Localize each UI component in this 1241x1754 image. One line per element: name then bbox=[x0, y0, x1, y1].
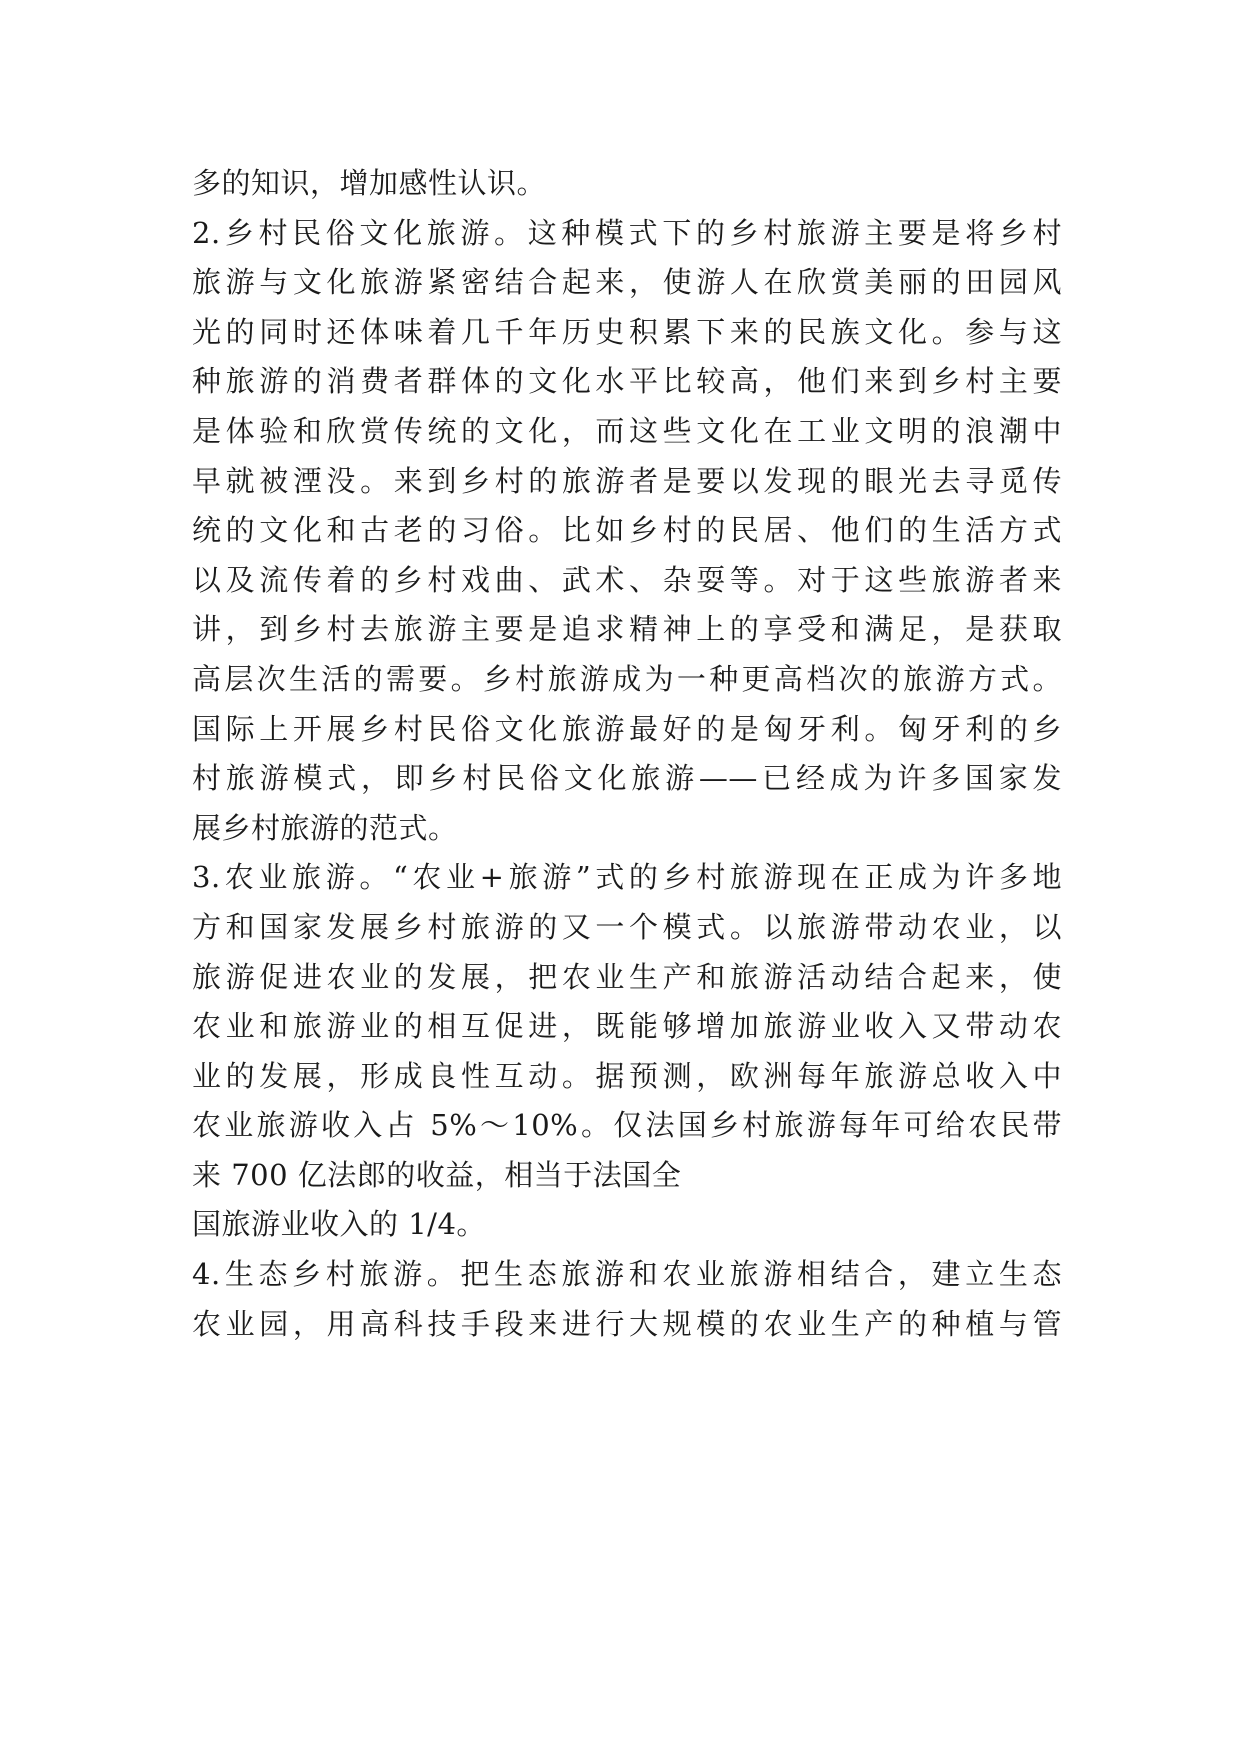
text-line: 是体验和欣赏传统的文化，而这些文化在工业文明的浪潮中 bbox=[192, 413, 1062, 448]
text-line: 光的同时还体味着几千年历史积累下来的民族文化。参与这 bbox=[192, 314, 1062, 349]
text-line: 来 700 亿法郎的收益，相当于法国全 bbox=[192, 1157, 682, 1192]
text-line: 高层次生活的需要。乡村旅游成为一种更高档次的旅游方式。 bbox=[192, 661, 1062, 696]
text-line: 讲，到乡村去旅游主要是追求精神上的享受和满足，是获取 bbox=[192, 612, 1062, 647]
text-line: 旅游促进农业的发展，把农业生产和旅游活动结合起来，使 bbox=[192, 959, 1062, 994]
text-line: 业的发展，形成良性互动。据预测，欧洲每年旅游总收入中 bbox=[192, 1058, 1062, 1093]
text-line: 多的知识，增加感性认识。 bbox=[192, 166, 547, 200]
text-line: 农业园，用高科技手段来进行大规模的农业生产的种植与管 bbox=[192, 1306, 1062, 1341]
body-text bbox=[192, 159, 1062, 1349]
text-line: 种旅游的消费者群体的文化水平比较高，他们来到乡村主要 bbox=[192, 364, 1062, 399]
text-line: 3.农业旅游。“农业+旅游”式的乡村旅游现在正成为许多地 bbox=[192, 860, 1062, 895]
text-line: 统的文化和古老的习俗。比如乡村的民居、他们的生活方式 bbox=[192, 513, 1062, 548]
text-line: 国际上开展乡村民俗文化旅游最好的是匈牙利。匈牙利的乡 bbox=[192, 711, 1062, 746]
text-line: 以及流传着的乡村戏曲、武术、杂耍等。对于这些旅游者来 bbox=[192, 562, 1062, 597]
text-line: 方和国家发展乡村旅游的又一个模式。以旅游带动农业，以 bbox=[192, 909, 1062, 944]
text-line: 旅游与文化旅游紧密结合起来，使游人在欣赏美丽的田园风 bbox=[192, 265, 1062, 300]
text-line: 展乡村旅游的范式。 bbox=[192, 810, 458, 845]
text-line: 4.生态乡村旅游。把生态旅游和农业旅游相结合，建立生态 bbox=[192, 1257, 1062, 1292]
text-line: 早就被湮没。来到乡村的旅游者是要以发现的眼光去寻觅传 bbox=[192, 463, 1062, 498]
text-line: 国旅游业收入的 1/4。 bbox=[192, 1207, 486, 1242]
text-line: 农业旅游收入占 5%～10%。仅法国乡村旅游每年可给农民带 bbox=[192, 1108, 1062, 1143]
text-line: 村旅游模式，即乡村民俗文化旅游——已经成为许多国家发 bbox=[192, 761, 1062, 796]
text-line: 农业和旅游业的相互促进，既能够增加旅游业收入又带动农 bbox=[192, 1009, 1062, 1044]
text-line: 2.乡村民俗文化旅游。这种模式下的乡村旅游主要是将乡村 bbox=[192, 215, 1062, 250]
